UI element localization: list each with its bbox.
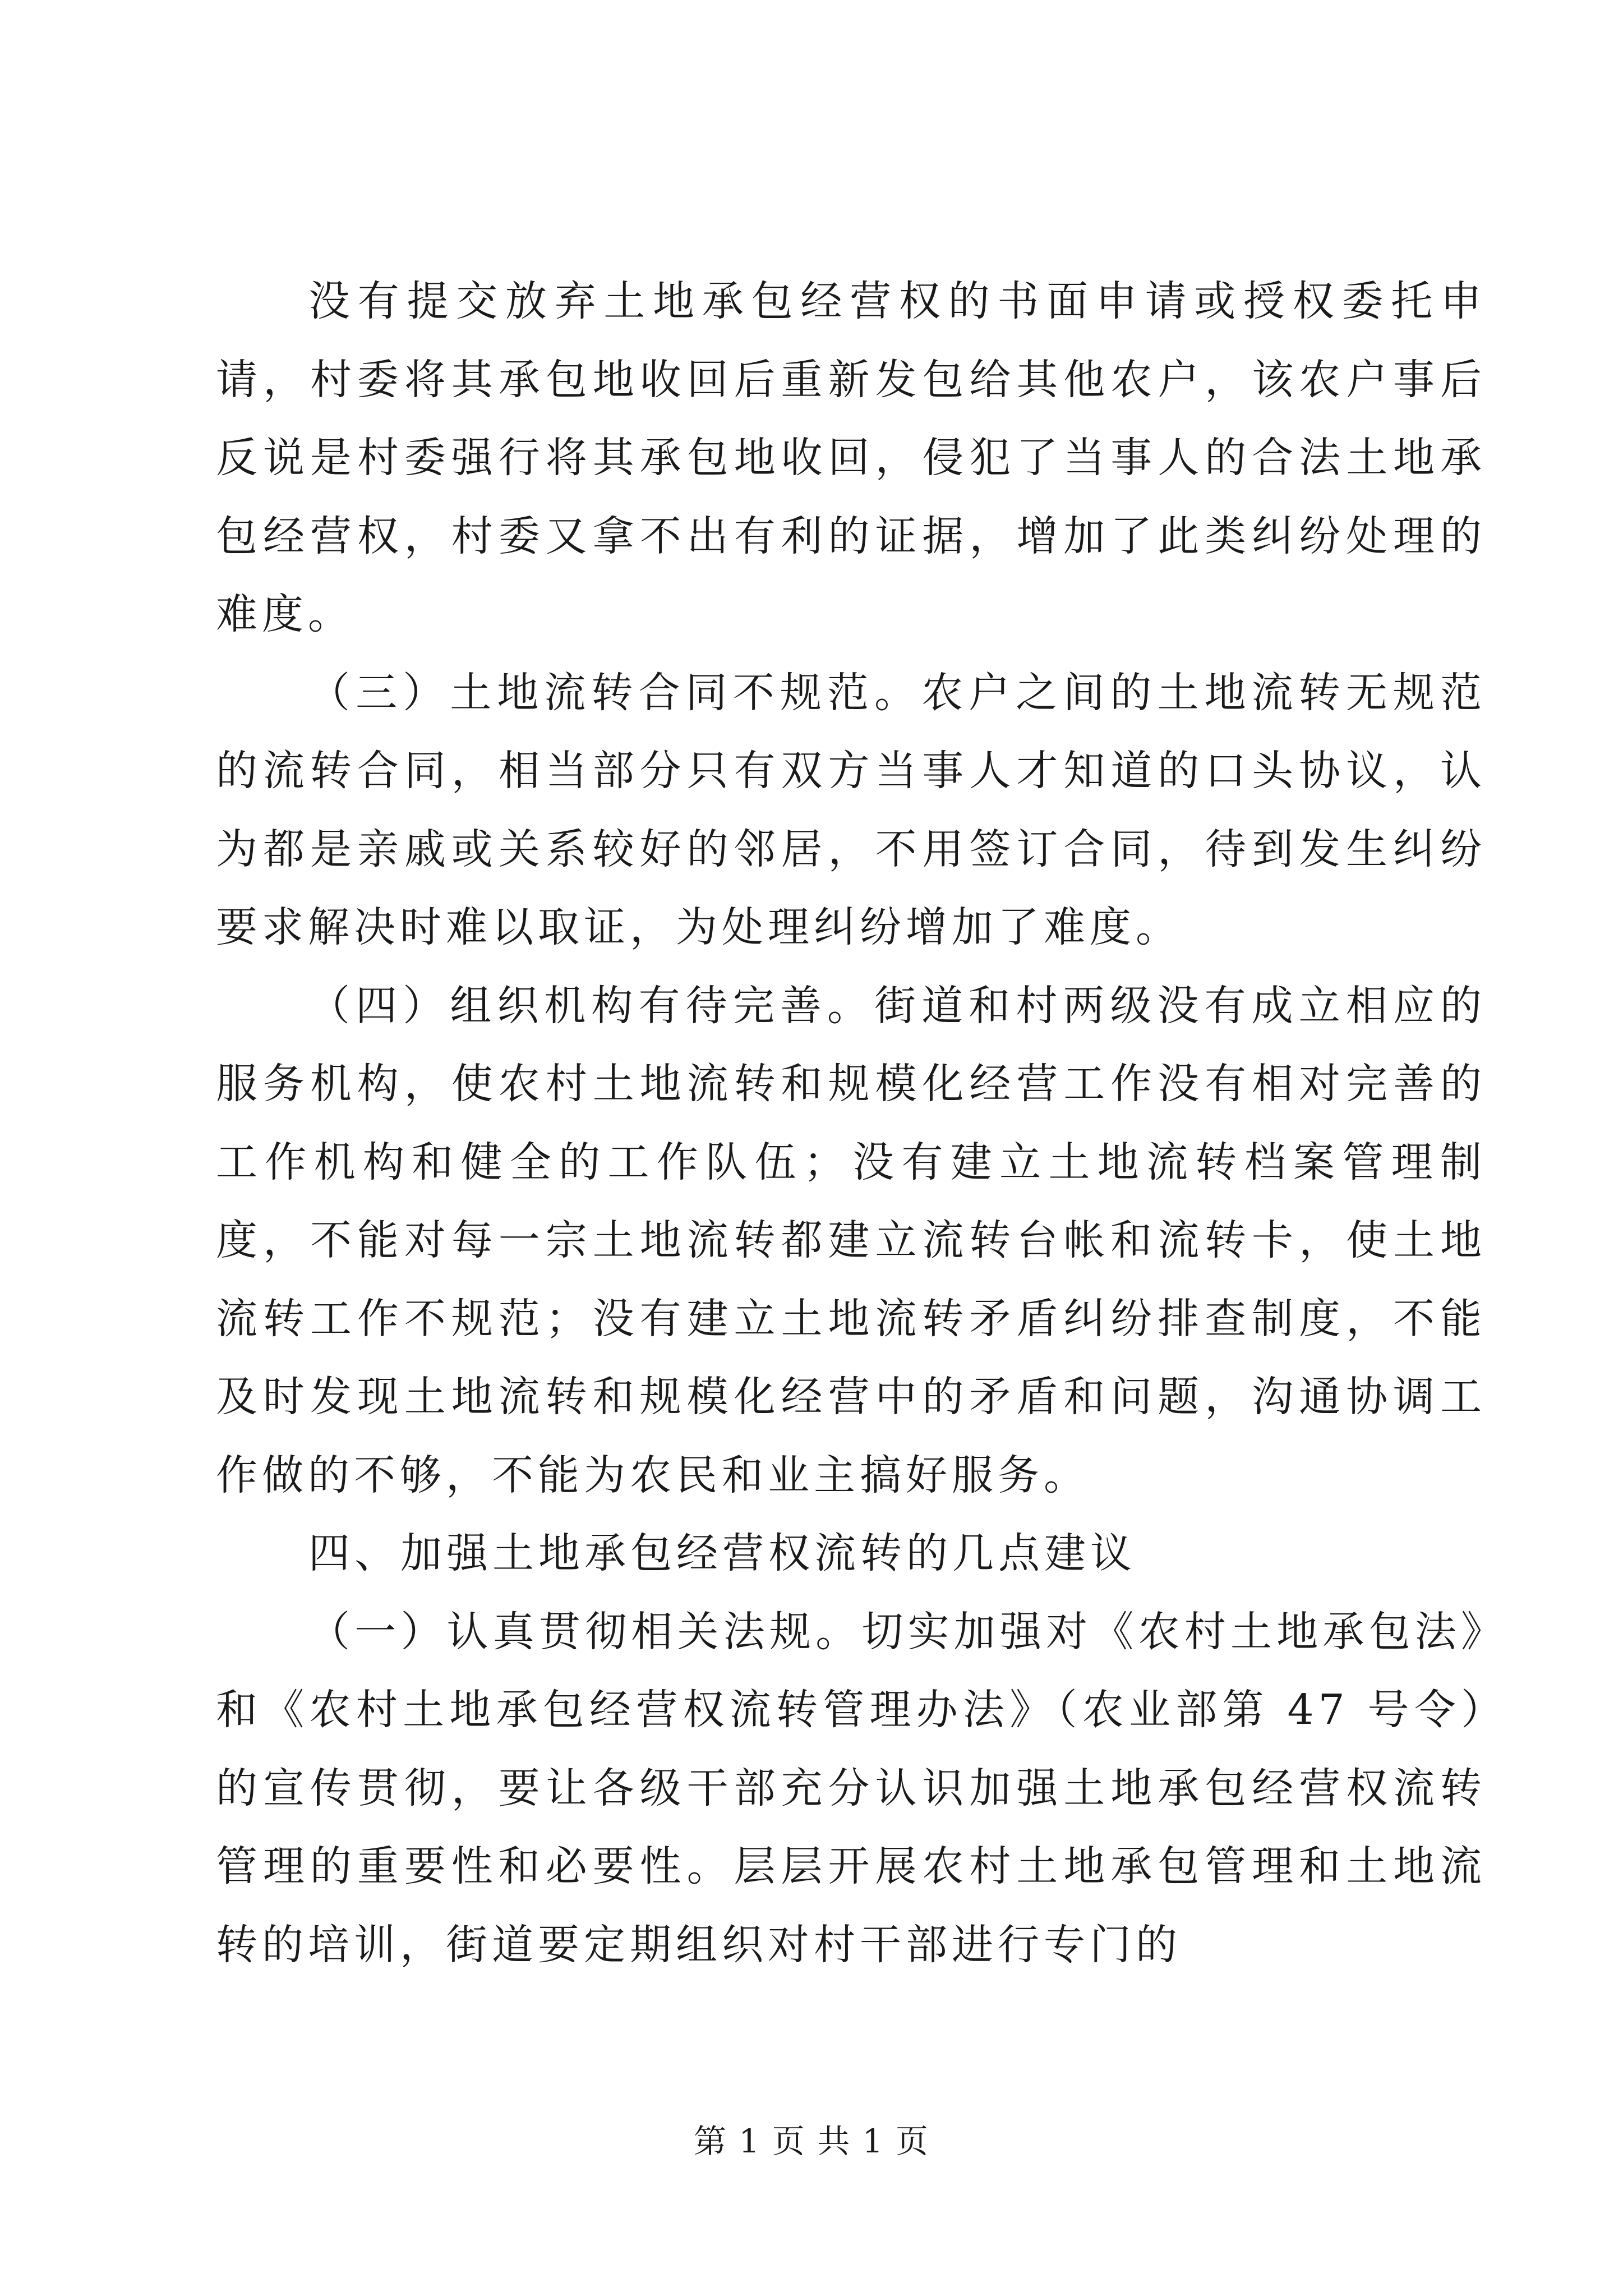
paragraph-continuation: 没有提交放弃土地承包经营权的书面申请或授权委托申请，村委将其承包地收回后重新发包给其他农户，该农户事后反说是村委强行将其承包地收回，侵犯了当事人的合法土地承包经营权，村委又拿不出有利的证据，增加了此类纠纷处理的难度。 [216,277,1486,638]
page-footer: 第 1 页 共 1 页 [694,2122,929,2160]
paragraph-suggestion-one: （一）认真贯彻相关法规。切实加强对《农村土地承包法》和《农村土地承包经营权流转管理办法》（农业部第 47 号令）的宣传贯彻，要让各级干部充分认识加强土地承包经营权流转管理的重要性和必要性。层层开展农村土地承包管理和土地流转的培训，街道要定期组织对村干部进行专门的 [216,1607,1486,1969]
paragraph-organization-issues: （四）组织机构有待完善。街道和村两级没有成立相应的服务机构，使农村土地流转和规模化经营工作没有相对完善的工作机构和健全的工作队伍；没有建立土地流转档案管理制度，不能对每一宗土地流转都建立流转台帐和流转卡，使土地流转工作不规范；没有建立土地流转矛盾纠纷排查制度，不能及时发现土地流转和规模化经营中的矛盾和问题，沟通协调工作做的不够，不能为农民和业主搞好服务。 [216,981,1486,1499]
section-heading-suggestions: 四、加强土地承包经营权流转的几点建议 [308,1529,1136,1577]
document-body [216,263,1486,1984]
paragraph-contract-issues: （三）土地流转合同不规范。农户之间的土地流转无规范的流转合同，相当部分只有双方当事人才知道的口头协议，认为都是亲戚或关系较好的邻居，不用签订合同，待到发生纠纷要求解决时难以取证，为处理纠纷增加了难度。 [216,668,1486,951]
